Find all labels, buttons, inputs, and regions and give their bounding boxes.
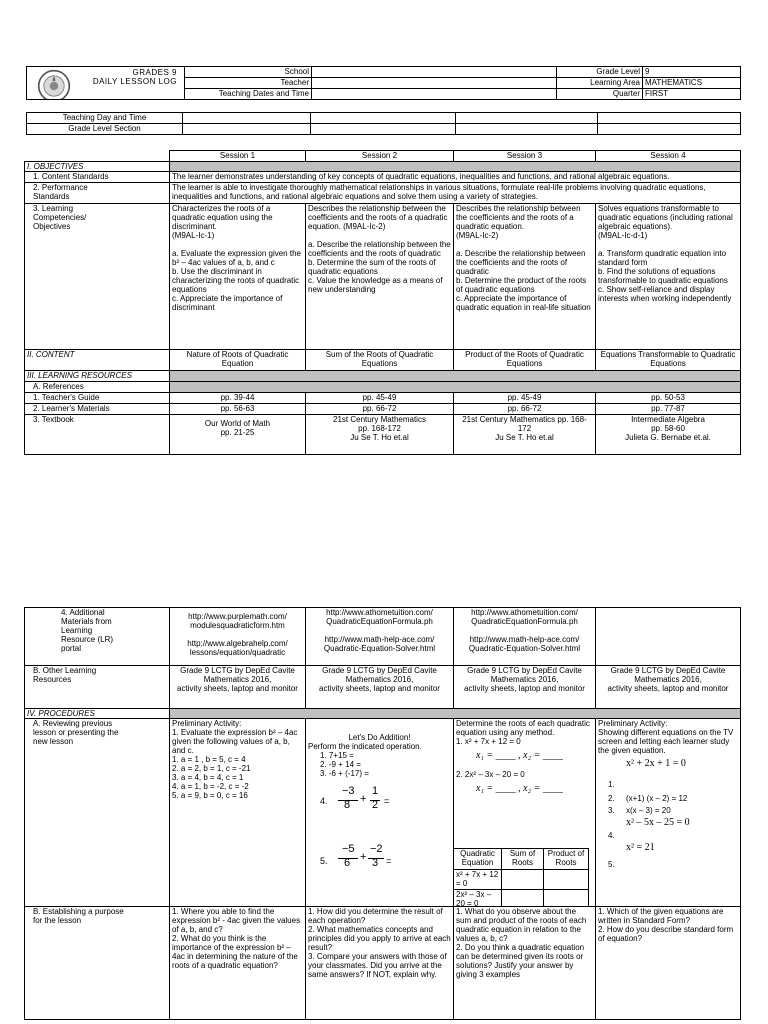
other-resources: Grade 9 LCTG by DepEd Cavite Mathematics 2016, activity sheets, laptop and monitor bbox=[306, 666, 454, 709]
addition-item: 2. -9 + 14 = bbox=[320, 760, 361, 769]
numerator: −3 bbox=[342, 785, 355, 797]
day-time-field[interactable] bbox=[456, 113, 598, 124]
numerator: 1 bbox=[372, 785, 379, 797]
session-header: Session 3 bbox=[454, 151, 596, 162]
procedures-heading: IV. PROCEDURES bbox=[25, 709, 170, 719]
grade-level-value[interactable]: 9 bbox=[643, 67, 741, 78]
textbook-ref: 21st Century Mathematics pp. 168-172 Ju Se T. Ho et.al bbox=[306, 415, 454, 455]
equation-item: x(x – 3) = 20 bbox=[626, 806, 671, 815]
competencies-label: 3. Learning Competencies/ Objectives bbox=[25, 204, 170, 350]
dates-field[interactable] bbox=[312, 89, 557, 100]
content-topic: Sum of the Roots of Quadratic Equations bbox=[306, 350, 454, 371]
competency-session-4: Solves equations transformable to quadratic equations (including rational algebraic equations). (M9AL-Ic-d-1) a. Transform quadratic equation into standard form b. Find the solutions of equations transformable to quadratic equations c. Show self-reliance and display interests when working independently bbox=[596, 204, 741, 350]
addition-item: 3. -6 + (-17) = bbox=[320, 769, 369, 778]
session-header: Session 4 bbox=[596, 151, 741, 162]
main-table-page1 bbox=[24, 150, 741, 455]
section-bar bbox=[170, 382, 741, 393]
objectives-heading: I. OBJECTIVES bbox=[25, 162, 170, 172]
lr-portal-links[interactable] bbox=[596, 608, 741, 666]
title-cell bbox=[27, 67, 185, 100]
learning-area-value[interactable]: MATHEMATICS bbox=[643, 78, 741, 89]
tg-pages: pp. 45-49 bbox=[306, 393, 454, 404]
content-topic: Equations Transformable to Quadratic Equations bbox=[596, 350, 741, 371]
lm-pages: pp. 77-87 bbox=[596, 404, 741, 415]
procedure-b-session-4: 1. Which of the given equations are written in Standard Form? 2. How do you describe standard form of equation? bbox=[596, 907, 741, 1020]
teacher-field[interactable] bbox=[312, 78, 557, 89]
table-cell-equation: x² + 7x + 12 = 0 bbox=[454, 870, 502, 890]
day-time-field[interactable] bbox=[598, 113, 741, 124]
day-section-block bbox=[26, 112, 741, 135]
roots-blank: x₁ = ____ , x₂ = ____ bbox=[476, 750, 563, 761]
quarter-label: Quarter bbox=[557, 89, 643, 100]
equation-item: x² + 2x + 1 = 0 bbox=[626, 758, 686, 769]
textbook-ref: Intermediate Algebra pp. 58-60 Julieta G. Bernabe et.al. bbox=[596, 415, 741, 455]
equation-item: (x+1) (x – 2) = 12 bbox=[626, 794, 688, 803]
equals-sign: = bbox=[384, 796, 390, 806]
equation-item: x² – 5x – 25 = 0 bbox=[626, 817, 690, 828]
addition-item: 1. 7+15 = bbox=[320, 751, 354, 760]
item-number: 5. bbox=[320, 856, 328, 866]
teachers-guide-label: 1. Teacher's Guide bbox=[25, 393, 170, 404]
lm-pages: pp. 66-72 bbox=[454, 404, 596, 415]
instruction-text: Perform the indicated operation. bbox=[308, 742, 422, 751]
day-time-label: Teaching Day and Time bbox=[27, 113, 183, 124]
section-bar bbox=[170, 371, 741, 382]
procedure-b-session-2: 1. How did you determine the result of each operation? 2. What mathematics concepts and principles did you apply to arrive at each result? 3. Compare your answers with those of your classmates. Did you arrive at the same answers? If NOT, explain why. bbox=[306, 907, 454, 1020]
learners-materials-label: 2. Learner's Materials bbox=[25, 404, 170, 415]
competency-session-2: Describes the relationship between the coefficients and the roots of a quadratic equation. (M9AL-Ic-2) a. Describe the relationship between the coefficients and the roots of quadratic b. Determine the sum of the roots of quadratic equations c. Value the knowledge as a means of new understanding bbox=[306, 204, 454, 350]
sum-product-table bbox=[454, 848, 590, 907]
equation-2: 2. 2x² – 3x – 20 = 0 bbox=[456, 770, 525, 779]
table-cell-product[interactable] bbox=[544, 890, 589, 907]
content-heading: II. CONTENT bbox=[25, 350, 170, 371]
grade-level-label: Grade Level bbox=[557, 67, 643, 78]
procedure-a-session-1: Preliminary Activity: 1. Evaluate the expression b² – 4ac given the following values of a, b, and c. 1. a = 1 , b = 5, c = 4 2. a = 2, b = 1, c = -21 3. a = 4, b = 4, c = 1 4. a = 1, b = -2, c = -2 5. a = 9, b = 0, c = 16 bbox=[170, 719, 306, 907]
plus-sign: + bbox=[360, 851, 367, 863]
quarter-value[interactable]: FIRST bbox=[643, 89, 741, 100]
plus-sign: + bbox=[360, 793, 367, 805]
other-resources: Grade 9 LCTG by DepEd Cavite Mathematics 2016, activity sheets, laptop and monitor bbox=[170, 666, 306, 709]
table-cell-product[interactable] bbox=[544, 870, 589, 890]
dates-label: Teaching Dates and Time bbox=[185, 89, 312, 100]
content-topic: Nature of Roots of Quadratic Equation bbox=[170, 350, 306, 371]
procedure-b-session-1: 1. Where you able to find the expression b² - 4ac given the values of a, b, and c? 2. What do you think is the importance of the expression b² – 4ac in determining the nature of the roots of a quadratic equation? bbox=[170, 907, 306, 1020]
header-block bbox=[26, 66, 741, 100]
table-header: Sum of Roots bbox=[502, 849, 544, 870]
procedure-b-session-3: 1. What do you observe about the sum and product of the roots of each quadratic equation in relation to the values a, b, c? 2. Do you think a quadratic equation can be determined given its roots or solutions? Justify your answer by giving 3 examples bbox=[454, 907, 596, 1020]
item-number: 4. bbox=[320, 796, 328, 806]
equals-sign: = bbox=[386, 856, 392, 866]
item-number: 5. bbox=[608, 860, 615, 869]
textbook-ref: Our World of Math pp. 21-25 bbox=[170, 415, 306, 455]
content-topic: Product of the Roots of Quadratic Equations bbox=[454, 350, 596, 371]
session-header: Session 1 bbox=[170, 151, 306, 162]
tg-pages: pp. 39-44 bbox=[170, 393, 306, 404]
lr-portal-links[interactable]: http://www.athometuition.com/ QuadraticEquationFormula.ph http://www.math-help-ace.com/ Quadratic-Equation-Solver.html bbox=[454, 608, 596, 666]
textbook-label: 3. Textbook bbox=[25, 415, 170, 455]
tg-pages: pp. 50-53 bbox=[596, 393, 741, 404]
section-bar bbox=[170, 162, 741, 172]
section-field[interactable] bbox=[311, 124, 456, 135]
item-number: 1. bbox=[608, 780, 615, 789]
dll-title: DAILY LESSON LOG bbox=[92, 77, 177, 86]
other-resources: Grade 9 LCTG by DepEd Cavite Mathematics 2016, activity sheets, laptop and monitor bbox=[596, 666, 741, 709]
content-standards-label: 1. Content Standards bbox=[25, 172, 170, 183]
item-number: 4. bbox=[608, 831, 615, 840]
section-field[interactable] bbox=[598, 124, 741, 135]
procedure-a-session-4 bbox=[596, 719, 741, 907]
other-resources: Grade 9 LCTG by DepEd Cavite Mathematics 2016, activity sheets, laptop and monitor bbox=[454, 666, 596, 709]
section-bar bbox=[170, 709, 741, 719]
table-header: Quadratic Equation bbox=[454, 849, 502, 870]
day-time-field[interactable] bbox=[183, 113, 311, 124]
equation-1: 1. x² + 7x + 12 = 0 bbox=[456, 737, 521, 746]
numerator: −2 bbox=[370, 843, 383, 855]
table-cell-sum[interactable] bbox=[502, 870, 544, 890]
roots-blank: x₁ = ____ , x₂ = ____ bbox=[476, 783, 563, 794]
equation-item: x² = 21 bbox=[626, 842, 655, 853]
resources-heading: III. LEARNING RESOURCES bbox=[25, 371, 170, 382]
additional-materials-label: 4. Additional Materials from Learning Resource (LR) portal bbox=[25, 608, 170, 666]
school-label: School bbox=[185, 67, 312, 78]
denominator: 8 bbox=[344, 799, 351, 811]
references-label: A. References bbox=[25, 382, 170, 393]
denominator: 2 bbox=[372, 799, 379, 811]
competency-session-3: Describes the relationship between the coefficients and the roots of a quadratic equation. (M9AL-Ic-2) a. Describe the relationship between the coefficients and the roots of quadratic b. Determine the product of the roots of quadratic equations c. Appreciate the importance of quadratic equation in real-life situation bbox=[454, 204, 596, 350]
tg-pages: pp. 45-49 bbox=[454, 393, 596, 404]
lm-pages: pp. 56-63 bbox=[170, 404, 306, 415]
numerator: −5 bbox=[342, 843, 355, 855]
content-standards-text: The learner demonstrates understanding of key concepts of quadratic equations, inequalities and functions, and rational algebraic equations. bbox=[170, 172, 741, 183]
denominator: 6 bbox=[344, 857, 351, 869]
table-header: Product of Roots bbox=[544, 849, 589, 870]
procedure-a-session-2 bbox=[306, 719, 454, 907]
dll-grade-title: GRADES 9 bbox=[132, 68, 177, 77]
textbook-ref: 21st Century Mathematics pp. 168-172 Ju Se T. Ho et.al bbox=[454, 415, 596, 455]
section-field[interactable] bbox=[183, 124, 311, 135]
procedure-b-label: B. Establishing a purpose for the lesson bbox=[25, 907, 170, 1020]
other-resources-label: B. Other Learning Resources bbox=[25, 666, 170, 709]
procedure-a-session-3 bbox=[454, 719, 596, 907]
preliminary-activity: Preliminary Activity: Showing different equations on the TV screen and letting each learner study the given equation. bbox=[598, 719, 734, 755]
table-cell-sum[interactable] bbox=[502, 890, 544, 907]
lr-portal-links[interactable]: http://www.purplemath.com/ modulesquadraticform.htm http://www.algebrahelp.com/ lessons/equation/quadratic bbox=[170, 608, 306, 666]
deped-seal-icon bbox=[37, 69, 71, 100]
lets-do-addition-title: Let's Do Addition! bbox=[348, 733, 411, 742]
denominator: 3 bbox=[372, 857, 379, 869]
performance-standards-text: The learner is able to investigate thoroughly mathematical relationships in various situations, formulate real-life problems involving quadratic equations, inequalities and functions, and rational algebraic equations and solve them using a variety of strategies. bbox=[170, 183, 741, 204]
section-label: Grade Level Section bbox=[27, 124, 183, 135]
teacher-label: Teacher bbox=[185, 78, 312, 89]
competency-session-1: Characterizes the roots of a quadratic equation using the discriminant. (M9AL-Ic-1) a. Evaluate the expression given the b² – 4ac values of a, b, and c b. Use the discriminant in characterizing the roots of quadratic equations c. Appreciate the importance of discriminant bbox=[170, 204, 306, 350]
roots-instruction: Determine the roots of each quadratic equation using any method. bbox=[456, 719, 590, 737]
lr-portal-links[interactable]: http://www.athometuition.com/ QuadraticEquationFormula.ph http://www.math-help-ace.com/ Quadratic-Equation-Solver.html bbox=[306, 608, 454, 666]
performance-standards-label: 2. Performance Standards bbox=[25, 183, 170, 204]
day-time-field[interactable] bbox=[311, 113, 456, 124]
school-field[interactable] bbox=[312, 67, 557, 78]
table-cell-equation: 2x² – 3x – 20 = 0 bbox=[454, 890, 502, 907]
item-number: 2. bbox=[608, 794, 615, 803]
learning-area-label: Learning Area bbox=[557, 78, 643, 89]
main-table-page2 bbox=[24, 607, 741, 1020]
lm-pages: pp. 66-72 bbox=[306, 404, 454, 415]
procedure-a-label: A. Reviewing previous lesson or presenting the new lesson bbox=[25, 719, 170, 907]
session-header: Session 2 bbox=[306, 151, 454, 162]
section-field[interactable] bbox=[456, 124, 598, 135]
item-number: 3. bbox=[608, 806, 615, 815]
